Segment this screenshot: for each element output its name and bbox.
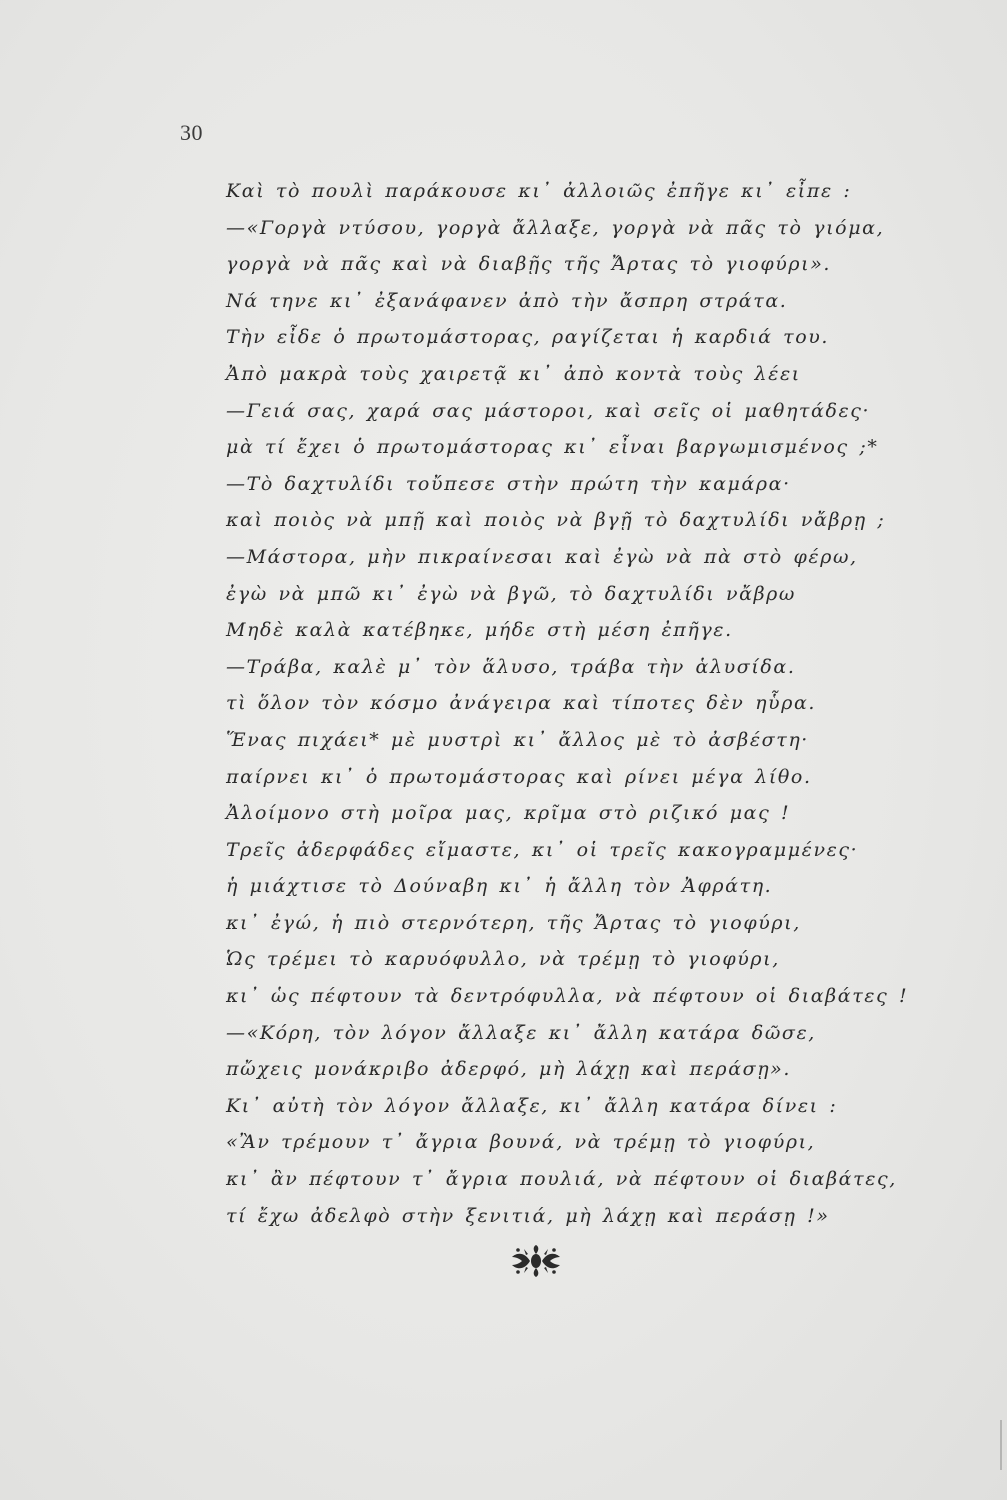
page-number: 30 xyxy=(180,120,203,145)
verse-line: Ἀπὸ μακρὰ τοὺς χαιρετᾷ κι᾽ ἀπὸ κοντὰ τοὺς λέει xyxy=(226,362,801,385)
verse-line: κι᾽ ὡς πέφτουν τὰ δεντρόφυλλα, νὰ πέφτουν οἱ διαβάτες ! xyxy=(226,985,909,1008)
verse-line: καὶ ποιὸς νὰ μπῇ καὶ ποιὸς νὰ βγῇ τὸ δαχτυλίδι νἄβρῃ ; xyxy=(226,509,886,532)
verse-line: κι᾽ ἐγώ, ἡ πιὸ στερνότερη, τῆς Ἄρτας τὸ γιοφύρι, xyxy=(226,911,801,934)
verse-line: Ἕνας πιχάει* μὲ μυστρὶ κι᾽ ἄλλος μὲ τὸ ἀσβέστη· xyxy=(226,728,809,751)
verse-line: Κι᾽ αὐτὴ τὸν λόγον ἄλλαξε, κι᾽ ἄλλη κατάρα δίνει : xyxy=(226,1094,838,1117)
verse-line: —Μάστορα, μὴν πικραίνεσαι καὶ ἐγὼ νὰ πὰ στὸ φέρω, xyxy=(226,545,858,568)
verse-line: Τὴν εἶδε ὁ πρωτομάστορας, ραγίζεται ἡ καρδιά του. xyxy=(226,326,830,349)
verse-line: κι᾽ ἂν πέφτουν τ᾽ ἄγρια πουλιά, νὰ πέφτουν οἱ διαβάτες, xyxy=(226,1168,897,1191)
verse-line: ἐγὼ νὰ μπῶ κι᾽ ἐγὼ νὰ βγῶ, τὸ δαχτυλίδι νἄβρω xyxy=(226,582,797,605)
floral-ornament-icon xyxy=(508,1245,564,1277)
verse-line: Ὡς τρέμει τὸ καρυόφυλλο, νὰ τρέμῃ τὸ γιοφύρι, xyxy=(226,948,780,971)
verse-line: —«Γοργὰ ντύσου, γοργὰ ἄλλαξε, γοργὰ νὰ πᾶς τὸ γιόμα, xyxy=(226,216,885,239)
margin-mark xyxy=(1000,1420,1002,1470)
verse-line: Μηδὲ καλὰ κατέβηκε, μήδε στὴ μέση ἐπῆγε. xyxy=(226,619,733,642)
poem-text xyxy=(226,173,926,1234)
verse-line: —Τράβα, καλὲ μ᾽ τὸν ἅλυσο, τράβα τὴν ἁλυσίδα. xyxy=(226,655,796,678)
verse-line: Τρεῖς ἀδερφάδες εἴμαστε, κι᾽ οἱ τρεῖς κακογραμμένες· xyxy=(226,838,859,861)
verse-line: πὤχεις μονάκριβο ἀδερφό, μὴ λάχῃ καὶ περάσῃ». xyxy=(226,1058,792,1081)
verse-line: τί ἔχω ἀδελφὸ στὴν ξενιτιά, μὴ λάχῃ καὶ περάσῃ !» xyxy=(226,1204,830,1227)
verse-line: ἡ μιάχτισε τὸ Δούναβη κι᾽ ἡ ἄλλη τὸν Ἀφράτη. xyxy=(226,875,773,898)
verse-line: μὰ τί ἔχει ὁ πρωτομάστορας κι᾽ εἶναι βαργωμισμένος ;* xyxy=(226,436,879,459)
verse-line: —Τὸ δαχτυλίδι τοὔπεσε στὴν πρώτη τὴν καμάρα· xyxy=(226,472,791,495)
verse-line: Ἀλοίμονο στὴ μοῖρα μας, κρῖμα στὸ ριζικό μας ! xyxy=(226,802,791,825)
verse-line: «Ἂν τρέμουν τ᾽ ἄγρια βουνά, νὰ τρέμῃ τὸ γιοφύρι, xyxy=(226,1131,816,1154)
verse-line: Νά τηνε κι᾽ ἐξανάφανεν ἀπὸ τὴν ἄσπρη στράτα. xyxy=(226,289,788,312)
verse-line: τὶ ὅλον τὸν κόσμο ἀνάγειρα καὶ τίποτες δὲν ηὗρα. xyxy=(226,692,817,715)
verse-line: Καὶ τὸ πουλὶ παράκουσε κι᾽ ἀλλοιῶς ἐπῆγε κι᾽ εἶπε : xyxy=(226,180,852,202)
verse-line: γοργὰ νὰ πᾶς καὶ νὰ διαβῇς τῆς Ἄρτας τὸ γιοφύρι». xyxy=(226,253,832,276)
verse-line: —Γειά σας, χαρά σας μάστοροι, καὶ σεῖς οἱ μαθητάδες· xyxy=(226,399,871,422)
verse-line: παίρνει κι᾽ ὁ πρωτομάστορας καὶ ρίνει μέγα λίθο. xyxy=(226,765,812,788)
verse-line: —«Κόρη, τὸν λόγον ἄλλαξε κι᾽ ἄλλη κατάρα δῶσε, xyxy=(226,1021,816,1044)
